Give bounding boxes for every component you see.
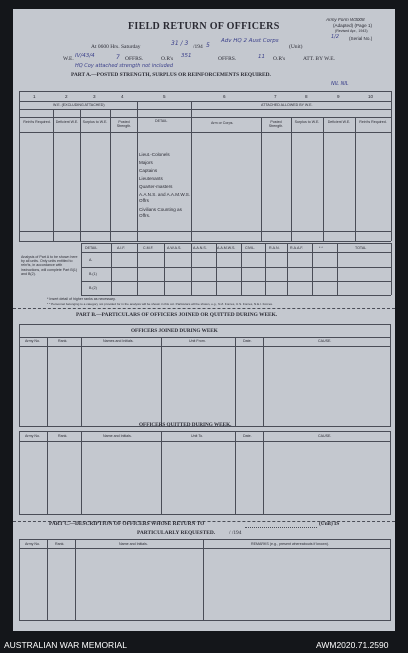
footnote-2: * * Personnel belonging to a category not provided for in the analysis will be shown in this col. Particulars will be shown, e.g., N.Z. Forces, U.S. Forces, N.E.I. Forces. xyxy=(47,302,273,306)
col-number-2: 2 xyxy=(65,94,68,99)
analysis-row-b2: B.(2) xyxy=(89,286,97,290)
ors-handwritten: 351 xyxy=(181,53,192,59)
we-label: W.E. xyxy=(63,56,74,62)
hrs-line: At 0600 Hrs. Saturday xyxy=(91,44,141,50)
quitted-col-names: Name and Initials. xyxy=(103,434,132,438)
analysis-head-aans: A.A.N.S. xyxy=(193,246,207,250)
col-number-9: 9 xyxy=(337,94,340,99)
joined-heading: OFFICERS JOINED DURING WEEK xyxy=(131,328,218,334)
head-att-posted-strength: Posted Strength. xyxy=(268,120,284,128)
analysis-head-ran: R.A.N. xyxy=(269,246,280,250)
part-c-heading-a: PART C.—DESCRIPTION OF OFFICERS WHOSE RETURN TO xyxy=(49,521,205,527)
joined-col-date: Date. xyxy=(243,339,252,343)
analysis-head-civil: CIVIL. xyxy=(245,246,255,250)
quitted-col-date: Date. xyxy=(243,434,252,438)
part-a-heading: PART A.—POSTED STRENGTH, SURPLUS OR REINFORCEMENTS REQUIRED. xyxy=(71,72,271,78)
analysis-head-other: * * xyxy=(319,246,323,250)
form-title: FIELD RETURN OF OFFICERS xyxy=(128,21,280,32)
analysis-head-total: TOTAL xyxy=(355,246,367,250)
year-label: /194 xyxy=(193,44,203,50)
serial-label: (Serial No.) xyxy=(349,36,373,41)
rank-lieutenants: Lieutenants xyxy=(139,176,163,181)
analysis-head-aif: A.I.F. xyxy=(117,246,126,250)
part-c-col-names: Name and Initials. xyxy=(119,542,148,546)
joined-col-cause: CAUSE. xyxy=(318,339,332,343)
head-posted-strength: Posted Strength. xyxy=(116,120,132,128)
analysis-note: Analysis of Part A to be shown here by all units. Only units entitled to rein'ts, in accordance with instructions, will complete Part B(1) and B(2). xyxy=(21,255,78,276)
adapted-note: (Adapted) (Page 1) xyxy=(333,23,373,28)
unit-handwritten: Adv HQ 2 Aust Corps xyxy=(221,38,279,44)
analysis-head-cmf: C.M.F. xyxy=(143,246,154,250)
head-att-reints: Rein'ts Required. xyxy=(359,120,387,124)
quitted-col-rank: Rank. xyxy=(58,434,68,438)
analysis-head-aamws: A.A.M.W.S. xyxy=(217,246,236,250)
part-c-col-remarks: REMARKS (e.g., present whereabouts if known). xyxy=(251,542,329,546)
army-form-number: Army Form W3008 xyxy=(326,17,365,22)
ors2-handwritten: 11 xyxy=(258,54,265,60)
serial-handwritten: 1/2 xyxy=(331,34,340,40)
revised-note: (Revised Apr., 1943) xyxy=(335,29,368,33)
offrs2-label: OFFRS. xyxy=(218,56,237,62)
analysis-head-detail: DETAIL xyxy=(85,246,98,250)
col-number-6: 6 xyxy=(223,94,226,99)
joined-col-names: Names and Initials. xyxy=(103,339,134,343)
quitted-col-cause: CAUSE. xyxy=(318,434,332,438)
head-deficient-we: Deficient W.E. xyxy=(55,120,79,124)
col-number-5: 5 xyxy=(163,94,166,99)
col-number-7: 7 xyxy=(274,94,277,99)
head-reints-required: Rein'ts Required. xyxy=(23,120,51,124)
part-b-heading: PART B.—PARTICULARS OF OFFICERS JOINED OR QUITTED DURING WEEK. xyxy=(76,312,278,318)
part-c-col-army-no: Army No. xyxy=(25,542,40,546)
we-excl-heading: W.E. (EXCLUDING ATTACHED) xyxy=(53,103,105,107)
analysis-head-raaf: R.A.A.F. xyxy=(290,246,304,250)
year-handwritten: 5 xyxy=(206,42,210,49)
analysis-row-b1: B.(1) xyxy=(89,272,97,276)
att-label: ATT. BY W.E. xyxy=(303,56,335,62)
part-c-col-rank: Rank. xyxy=(55,542,65,546)
col-number-3: 3 xyxy=(93,94,96,99)
ors2-label: O.R's xyxy=(273,56,286,62)
part-c-heading-c: PARTICULARLY REQUESTED. xyxy=(137,530,216,536)
rank-aans-aamws: A.A.N.S. and A.A.M.W.S. Offrs xyxy=(139,192,191,203)
rank-lieut-colonels: Lieut.-Colonels xyxy=(139,152,170,157)
detail-heading: DETAIL xyxy=(155,119,168,123)
strength-note-handwritten: HQ Coy attached strength not included xyxy=(75,63,174,69)
footer-accession-number: AWM2020.71.2590 xyxy=(316,640,389,650)
we-handwritten: IV/43/4 xyxy=(75,53,95,59)
col-number-10: 10 xyxy=(368,94,374,99)
joined-col-rank: Rank. xyxy=(58,339,68,343)
date-handwritten: 31 / 3 xyxy=(171,40,189,47)
quitted-col-army-no: Army No. xyxy=(25,434,40,438)
part-c-date-line: / /194 xyxy=(229,530,242,536)
unit-label: (Unit) xyxy=(289,44,303,50)
quitted-col-unit-to: Unit To. xyxy=(191,434,204,438)
head-arm-corps: Arm or Corps. xyxy=(211,121,234,125)
col-number-8: 8 xyxy=(305,94,308,99)
footer-credit: AUSTRALIAN WAR MEMORIAL xyxy=(4,640,127,650)
rank-quarter-masters: Quarter-masters xyxy=(139,184,173,189)
nil-handwritten: NIL NIL xyxy=(331,81,349,87)
footer-bar xyxy=(0,636,408,653)
quitted-heading: OFFICERS QUITTED DURING WEEK. xyxy=(139,422,232,428)
part-c-heading-b: (Unit) IS xyxy=(319,521,340,527)
col-number-4: 4 xyxy=(121,94,124,99)
form-sheet xyxy=(13,9,395,631)
offrs-label: OFFRS. xyxy=(125,56,144,62)
head-att-surplus: Surplus to W.E. xyxy=(294,120,320,124)
ors-label: O.R's xyxy=(161,56,174,62)
col-number-1: 1 xyxy=(33,94,36,99)
rank-captains: Captains xyxy=(139,168,158,173)
head-att-deficient: Deficient W.E. xyxy=(327,120,351,124)
head-surplus-we: Surplus to W.E. xyxy=(82,120,108,124)
offrs-handwritten: 7 xyxy=(116,54,120,61)
joined-col-army-no: Army No. xyxy=(25,339,40,343)
analysis-head-awas: A.W.A.S. xyxy=(167,246,182,250)
att-allowed-heading: ATTACHED ALLOWED BY W.E. xyxy=(261,103,313,107)
analysis-row-a: A. xyxy=(89,258,93,262)
joined-col-unit-from: Unit From. xyxy=(189,339,206,343)
rank-civilians: Civilians Counting as Offrs. xyxy=(139,207,182,218)
footnote-1: * Insert detail of higher ranks as necessary. xyxy=(47,297,116,301)
rank-majors: Majors xyxy=(139,160,153,165)
